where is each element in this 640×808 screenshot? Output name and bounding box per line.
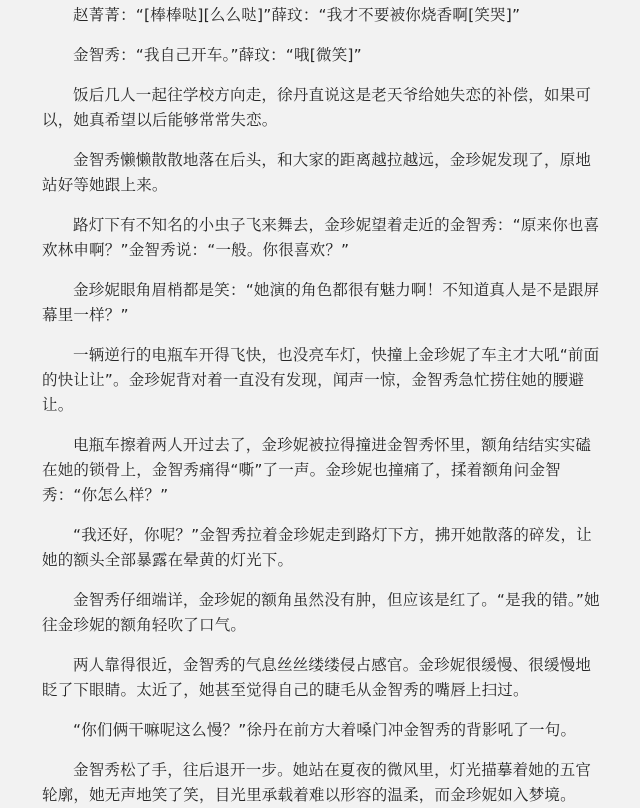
- paragraph: 两人靠得很近，金智秀的气息丝丝缕缕侵占感官。金珍妮很缓慢、很缓慢地眨了下眼睛。太近了，她甚至觉得自己的睫毛从金智秀的嘴唇上扫过。: [42, 656, 592, 699]
- paragraph: “你们俩干嘛呢这么慢？”徐丹在前方大着嗓门冲金智秀的背影吼了一句。: [73, 721, 577, 739]
- paragraph: 一辆逆行的电瓶车开得飞快，也没亮车灯，快撞上金珍妮了车主才大吼“前面的快让让”。金珍妮背对着一直没有发现，闻声一惊，金智秀急忙捞住她的腰避让。: [42, 346, 600, 414]
- paragraph: 电瓶车擦着两人开过去了，金珍妮被拉得撞进金智秀怀里，额角结结实实磕在她的锁骨上，金智秀痛得“嘶”了一声。金珍妮也撞痛了，揉着额角问金智秀：“你怎么样？”: [42, 436, 592, 504]
- paragraph: 金智秀仔细端详，金珍妮的额角虽然没有肿，但应该是红了。“是我的错。”她往金珍妮的额角轻吹了口气。: [42, 591, 600, 634]
- paragraph: “我还好，你呢？”金智秀拉着金珍妮走到路灯下方，拂开她散落的碎发，让她的额头全部暴露在晕黄的灯光下。: [42, 526, 592, 569]
- paragraph: 金珍妮眼角眉梢都是笑：“她演的角色都很有魅力啊！不知道真人是不是跟屏幕里一样？”: [42, 281, 600, 324]
- paragraph: 金智秀松了手，往后退开一步。她站在夏夜的微风里，灯光描摹着她的五官轮廓，她无声地笑了笑，目光里承载着难以形容的温柔，而金珍妮如入梦境。: [42, 761, 592, 804]
- paragraph: 赵菁菁：“[棒棒哒][么么哒]”薛玟：“我才不要被你烧香啊[笑哭]”: [73, 6, 521, 24]
- paragraph: 饭后几人一起往学校方向走，徐丹直说这是老天爷给她失恋的补偿，如果可以，她真希望以后能够常常失恋。: [42, 86, 592, 129]
- paragraph: 路灯下有不知名的小虫子飞来舞去，金珍妮望着走近的金智秀：“原来你也喜欢林申啊？”金智秀说：“一般。你很喜欢？”: [42, 216, 600, 259]
- paragraph: 金智秀懒懒散散地落在后头，和大家的距离越拉越远，金珍妮发现了，原地站好等她跟上来。: [42, 151, 592, 194]
- paragraph: 金智秀：“我自己开车。”薛玟：“哦[微笑]”: [73, 46, 362, 64]
